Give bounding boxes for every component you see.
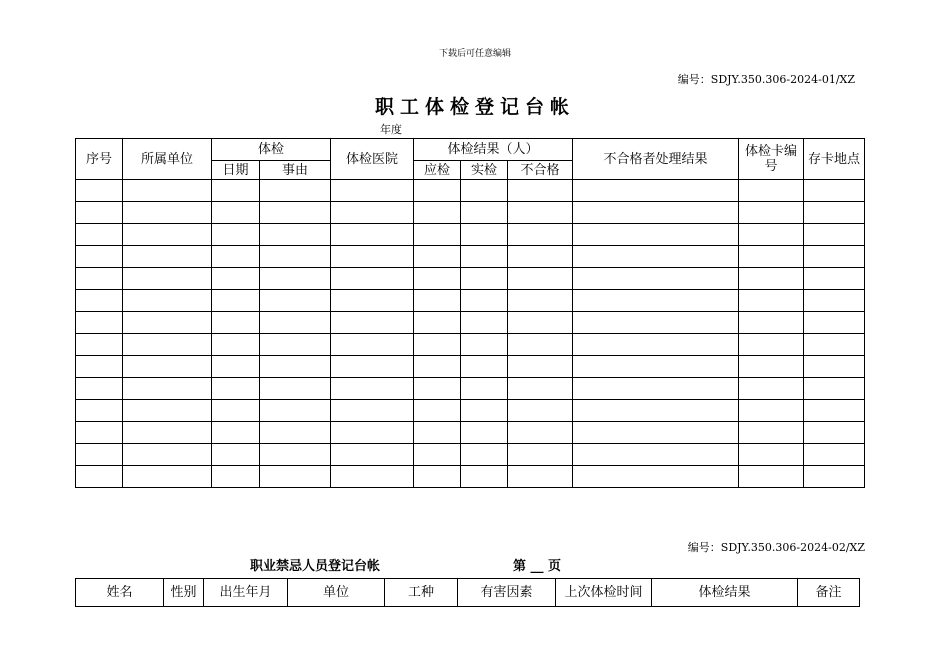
table-cell[interactable] (331, 334, 414, 356)
table-cell[interactable] (461, 180, 508, 202)
table-cell[interactable] (212, 334, 260, 356)
table-cell[interactable] (739, 180, 804, 202)
table-cell[interactable] (212, 290, 260, 312)
table-cell[interactable] (804, 444, 865, 466)
table-cell[interactable] (212, 466, 260, 488)
table-cell[interactable] (414, 202, 461, 224)
table-cell[interactable] (260, 290, 331, 312)
table-cell[interactable] (804, 466, 865, 488)
table-cell[interactable] (123, 224, 212, 246)
table-cell[interactable] (76, 400, 123, 422)
table-cell[interactable] (508, 356, 573, 378)
table-cell[interactable] (331, 180, 414, 202)
table-cell[interactable] (331, 312, 414, 334)
table-row (76, 466, 865, 488)
header-cell: 有害因素 (458, 579, 556, 607)
table-cell[interactable] (76, 356, 123, 378)
header-cell: 备注 (798, 579, 860, 607)
header-due: 应检 (414, 161, 461, 180)
header-card-no: 体检卡编号 (739, 139, 804, 180)
table-cell[interactable] (123, 180, 212, 202)
table-cell[interactable] (508, 268, 573, 290)
table-cell[interactable] (331, 466, 414, 488)
header-cell: 上次体检时间 (556, 579, 652, 607)
table-cell[interactable] (739, 224, 804, 246)
table-cell[interactable] (461, 378, 508, 400)
table-cell[interactable] (461, 422, 508, 444)
form1-code: 编号：SDJY.350.306-2024-01/XZ (677, 73, 855, 86)
table-cell[interactable] (414, 444, 461, 466)
table-cell[interactable] (212, 312, 260, 334)
header-cell: 单位 (288, 579, 385, 607)
table-cell[interactable] (804, 246, 865, 268)
table-cell[interactable] (331, 356, 414, 378)
table-cell[interactable] (123, 312, 212, 334)
table-cell[interactable] (260, 246, 331, 268)
table-cell[interactable] (739, 466, 804, 488)
table-cell[interactable] (573, 466, 739, 488)
table-cell[interactable] (331, 268, 414, 290)
table-cell[interactable] (212, 422, 260, 444)
table-cell[interactable] (414, 466, 461, 488)
table-cell[interactable] (461, 268, 508, 290)
header-reason: 事由 (260, 161, 331, 180)
table-cell[interactable] (76, 290, 123, 312)
table-cell[interactable] (260, 378, 331, 400)
table-row (76, 400, 865, 422)
table-cell[interactable] (804, 378, 865, 400)
table-cell[interactable] (508, 334, 573, 356)
table-cell[interactable] (461, 466, 508, 488)
table-cell[interactable] (123, 400, 212, 422)
table-cell[interactable] (573, 290, 739, 312)
table-cell[interactable] (573, 422, 739, 444)
table-cell[interactable] (331, 290, 414, 312)
table-cell[interactable] (123, 202, 212, 224)
table-cell[interactable] (573, 356, 739, 378)
table-cell[interactable] (739, 290, 804, 312)
table-cell[interactable] (414, 224, 461, 246)
table-cell[interactable] (739, 268, 804, 290)
table-cell[interactable] (123, 268, 212, 290)
table-cell[interactable] (461, 444, 508, 466)
table-cell[interactable] (76, 334, 123, 356)
table-row (76, 444, 865, 466)
header-unit: 所属单位 (123, 139, 212, 180)
table-row (76, 224, 865, 246)
table-row (76, 334, 865, 356)
table-cell[interactable] (508, 224, 573, 246)
table-row (76, 312, 865, 334)
table-cell[interactable] (76, 268, 123, 290)
contraindication-table (75, 578, 860, 607)
header-actual: 实检 (461, 161, 508, 180)
table-cell[interactable] (76, 180, 123, 202)
table-cell[interactable] (461, 246, 508, 268)
table-cell[interactable] (573, 202, 739, 224)
table-cell[interactable] (739, 312, 804, 334)
table-cell[interactable] (804, 422, 865, 444)
table-cell[interactable] (260, 268, 331, 290)
table-cell[interactable] (739, 444, 804, 466)
table-cell[interactable] (739, 422, 804, 444)
table-cell[interactable] (123, 290, 212, 312)
header-cell: 出生年月 (204, 579, 288, 607)
table-cell[interactable] (212, 202, 260, 224)
table-cell[interactable] (804, 312, 865, 334)
table-cell[interactable] (123, 334, 212, 356)
table-cell[interactable] (212, 246, 260, 268)
header-failed: 不合格 (508, 161, 573, 180)
table-cell[interactable] (804, 180, 865, 202)
header-hospital: 体检医院 (331, 139, 414, 180)
table-cell[interactable] (212, 180, 260, 202)
table-cell[interactable] (508, 290, 573, 312)
table-cell[interactable] (212, 400, 260, 422)
table-cell[interactable] (508, 444, 573, 466)
table-cell[interactable] (76, 378, 123, 400)
header-storage: 存卡地点 (804, 139, 865, 180)
table-cell[interactable] (76, 246, 123, 268)
table-cell[interactable] (260, 334, 331, 356)
table-row (76, 202, 865, 224)
table-row (76, 356, 865, 378)
table-cell[interactable] (76, 444, 123, 466)
table-cell[interactable] (804, 290, 865, 312)
table-cell[interactable] (212, 378, 260, 400)
table-cell[interactable] (508, 378, 573, 400)
table-cell[interactable] (804, 268, 865, 290)
table-cell[interactable] (76, 422, 123, 444)
table-cell[interactable] (331, 378, 414, 400)
table-cell[interactable] (461, 224, 508, 246)
table-cell[interactable] (508, 422, 573, 444)
header-exam: 体检 (212, 139, 331, 161)
table-cell[interactable] (123, 246, 212, 268)
table-cell[interactable] (414, 356, 461, 378)
table-row (76, 246, 865, 268)
table-cell[interactable] (804, 400, 865, 422)
table-cell[interactable] (212, 444, 260, 466)
table-cell[interactable] (508, 246, 573, 268)
table-cell[interactable] (260, 312, 331, 334)
header-seq: 序号 (76, 139, 123, 180)
table-cell[interactable] (331, 202, 414, 224)
table-cell[interactable] (260, 444, 331, 466)
table-cell[interactable] (508, 202, 573, 224)
header-cell: 工种 (385, 579, 458, 607)
table-row (76, 378, 865, 400)
table-cell[interactable] (508, 180, 573, 202)
table-cell[interactable] (573, 268, 739, 290)
table-cell[interactable] (573, 334, 739, 356)
table-row (76, 290, 865, 312)
table-cell[interactable] (331, 400, 414, 422)
table-cell[interactable] (508, 400, 573, 422)
table-cell[interactable] (414, 268, 461, 290)
header-date: 日期 (212, 161, 260, 180)
table-cell[interactable] (739, 334, 804, 356)
table-row (76, 422, 865, 444)
table-cell[interactable] (76, 202, 123, 224)
table-cell[interactable] (461, 356, 508, 378)
table-cell[interactable] (573, 312, 739, 334)
table-cell[interactable] (123, 378, 212, 400)
table-cell[interactable] (804, 356, 865, 378)
table-cell[interactable] (461, 290, 508, 312)
page-number: 第 __ 页 (513, 559, 562, 574)
form2-code: 编号：SDJY.350.306-2024-02/XZ (687, 541, 865, 554)
table-cell[interactable] (573, 378, 739, 400)
table-cell[interactable] (414, 378, 461, 400)
table-cell[interactable] (260, 422, 331, 444)
table-cell[interactable] (123, 466, 212, 488)
table-cell[interactable] (260, 224, 331, 246)
table-cell[interactable] (76, 466, 123, 488)
table-cell[interactable] (212, 356, 260, 378)
table-cell[interactable] (212, 224, 260, 246)
table-cell[interactable] (804, 334, 865, 356)
table-cell[interactable] (260, 466, 331, 488)
table-cell[interactable] (331, 422, 414, 444)
header-result-group: 体检结果（人） (414, 139, 573, 161)
table-cell[interactable] (123, 444, 212, 466)
table-cell[interactable] (461, 400, 508, 422)
table-cell[interactable] (414, 312, 461, 334)
table-cell[interactable] (739, 356, 804, 378)
table-cell[interactable] (739, 378, 804, 400)
table-cell[interactable] (414, 334, 461, 356)
table-cell[interactable] (573, 246, 739, 268)
table-cell[interactable] (260, 202, 331, 224)
table-cell[interactable] (739, 246, 804, 268)
table-cell[interactable] (461, 334, 508, 356)
table-cell[interactable] (461, 312, 508, 334)
table-cell[interactable] (331, 444, 414, 466)
table-row (76, 268, 865, 290)
watermark-text: 下载后可任意编辑 (438, 49, 511, 59)
table-cell[interactable] (739, 202, 804, 224)
table-cell[interactable] (260, 180, 331, 202)
table-cell[interactable] (212, 268, 260, 290)
table-cell[interactable] (331, 224, 414, 246)
table-cell[interactable] (804, 202, 865, 224)
exam-register-table (75, 138, 865, 488)
table-cell[interactable] (414, 400, 461, 422)
table-cell[interactable] (414, 422, 461, 444)
year-label: 年度 (380, 123, 402, 136)
header-cell: 姓名 (76, 579, 164, 607)
header-handling: 不合格者处理结果 (573, 139, 739, 180)
header-cell: 性别 (164, 579, 204, 607)
table-cell[interactable] (573, 400, 739, 422)
table-cell[interactable] (414, 180, 461, 202)
table-cell[interactable] (461, 202, 508, 224)
table-cell[interactable] (331, 246, 414, 268)
table-cell[interactable] (573, 180, 739, 202)
table-cell[interactable] (123, 356, 212, 378)
table-cell[interactable] (573, 224, 739, 246)
header-cell: 体检结果 (652, 579, 798, 607)
table-cell[interactable] (508, 466, 573, 488)
table-cell[interactable] (260, 356, 331, 378)
table-cell[interactable] (123, 422, 212, 444)
table-cell[interactable] (414, 246, 461, 268)
form1-title: 职工体检登记台帐 (374, 96, 575, 118)
table-cell[interactable] (804, 224, 865, 246)
table-row (76, 180, 865, 202)
table-cell[interactable] (573, 444, 739, 466)
table-cell[interactable] (260, 400, 331, 422)
table-cell[interactable] (76, 312, 123, 334)
table-cell[interactable] (508, 312, 573, 334)
form2-title: 职业禁忌人员登记台帐 (250, 559, 381, 574)
table-cell[interactable] (76, 224, 123, 246)
table-cell[interactable] (739, 400, 804, 422)
table-cell[interactable] (414, 290, 461, 312)
